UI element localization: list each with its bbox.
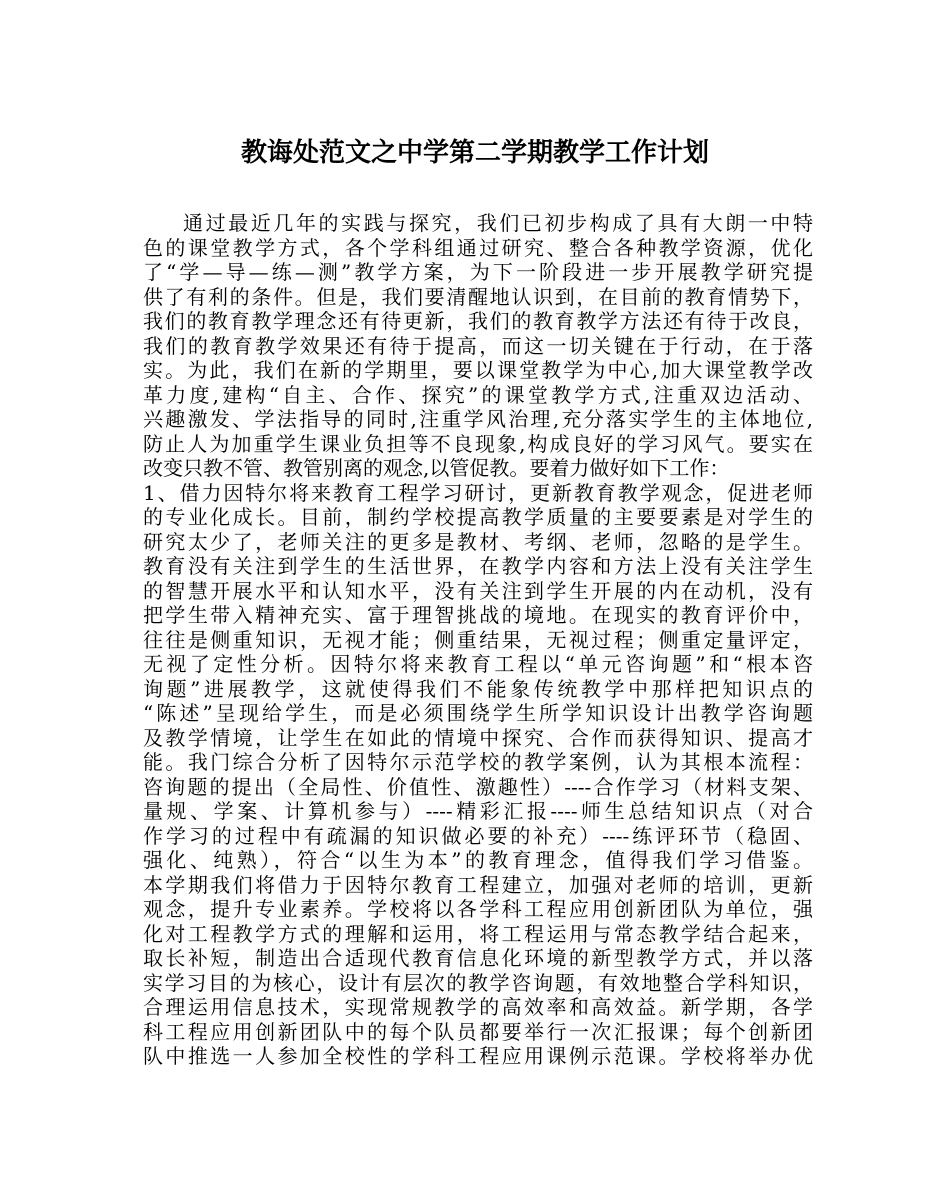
body-line: 兴趣激发、学法指导的同时,注重学风治理,充分落实学生的主体地位,: [143, 407, 813, 431]
body-line: 本学期我们将借力于因特尔教育工程建立，加强对老师的培训，更新: [143, 872, 813, 897]
body-line: 量规、学案、计算机参与）----精彩汇报----师生总结知识点（对合: [143, 799, 813, 823]
body-line: 实。为此，我们在新的学期里，要以课堂教学为中心,加大课堂教学改: [143, 358, 813, 382]
body-line: 取长补短，制造出合适现代教育信息化环境的新型教学方式，并以落: [143, 946, 813, 970]
body-line: 观念，提升专业素养。学校将以各学科工程应用创新团队为单位，强: [143, 897, 813, 921]
body-line: 色的课堂教学方式，各个学科组通过研究、整合各种教学资源，优化: [143, 235, 813, 260]
body-line: 把学生带入精神充实、富于理智挑战的境地。在现实的教育评价中，: [143, 603, 813, 627]
body-line: 我们的教育教学效果还有待于提高，而这一切关键在于行动，在于落: [143, 333, 813, 358]
body-line: 我们的教育教学理念还有待更新，我们的教育教学方法还有待于改良，: [143, 309, 813, 333]
body-line: 供了有利的条件。但是，我们要清醒地认识到，在目前的教育情势下，: [143, 284, 813, 309]
body-line: 合理运用信息技术，实现常规教学的高效率和高效益。新学期，各学: [143, 995, 813, 1019]
document-body: [143, 211, 813, 1069]
body-line: 无视了定性分析。因特尔将来教育工程以“单元咨询题”和“根本咨: [143, 652, 813, 676]
body-line: 教育没有关注到学生的生活世界，在教学内容和方法上没有关注学生: [143, 554, 813, 578]
body-line: 防止人为加重学生课业负担等不良现象,构成良好的学习风气。要实在: [143, 431, 813, 456]
body-line: 队中推选一人参加全校性的学科工程应用课例示范课。学校将举办优: [143, 1044, 813, 1068]
body-line: 的智慧开展水平和认知水平，没有关注到学生开展的内在动机，没有: [143, 578, 813, 603]
body-line: 及教学情境，让学生在如此的情境中探究、合作而获得知识、提高才: [143, 725, 813, 750]
body-line: 研究太少了，老师关注的更多是教材、考纲、老师，忽略的是学生。: [143, 529, 813, 554]
body-line: 的专业化成长。目前，制约学校提高教学质量的主要要素是对学生的: [143, 505, 813, 529]
body-line: 往往是侧重知识，无视才能；侧重结果，无视过程；侧重定量评定，: [143, 627, 813, 652]
body-line: 强化、纯熟），符合“以生为本”的教育理念，值得我们学习借鉴。: [143, 848, 813, 872]
body-line: 改变只教不管、教管别离的观念,以管促教。要着力做好如下工作：: [143, 456, 730, 480]
document-title: 教诲处范文之中学第二学期教学工作计划: [240, 138, 709, 168]
body-line: 革力度,建构“自主、合作、探究”的课堂教学方式,注重双边活动、: [143, 382, 813, 407]
body-line: 了“学—导—练—测”教学方案，为下一阶段进一步开展教学研究提: [143, 260, 813, 284]
body-line: 咨询题的提出（全局性、价值性、激趣性）----合作学习（材料支架、: [143, 774, 813, 799]
body-line: 能。我门综合分析了因特尔示范学校的教学案例，认为其根本流程：: [143, 750, 813, 774]
body-line: “陈述”呈现给学生，而是必须围绕学生所学知识设计出教学咨询题: [143, 701, 813, 725]
body-line: 作学习的过程中有疏漏的知识做必要的补充）----练评环节（稳固、: [143, 823, 813, 848]
body-line: 化对工程教学方式的理解和运用，将工程运用与常态教学结合起来，: [143, 921, 813, 946]
body-line: 实学习目的为核心，设计有层次的教学咨询题，有效地整合学科知识，: [143, 970, 813, 995]
body-line: 1、借力因特尔将来教育工程学习研讨，更新教育教学观念，促进老师: [143, 480, 813, 505]
body-line: 询题”进展教学，这就使得我们不能象传统教学中那样把知识点的: [143, 676, 813, 701]
body-line: 通过最近几年的实践与探究，我们已初步构成了具有大朗一中特: [183, 211, 813, 235]
body-line: 科工程应用创新团队中的每个队员都要举行一次汇报课；每个创新团: [143, 1019, 813, 1044]
